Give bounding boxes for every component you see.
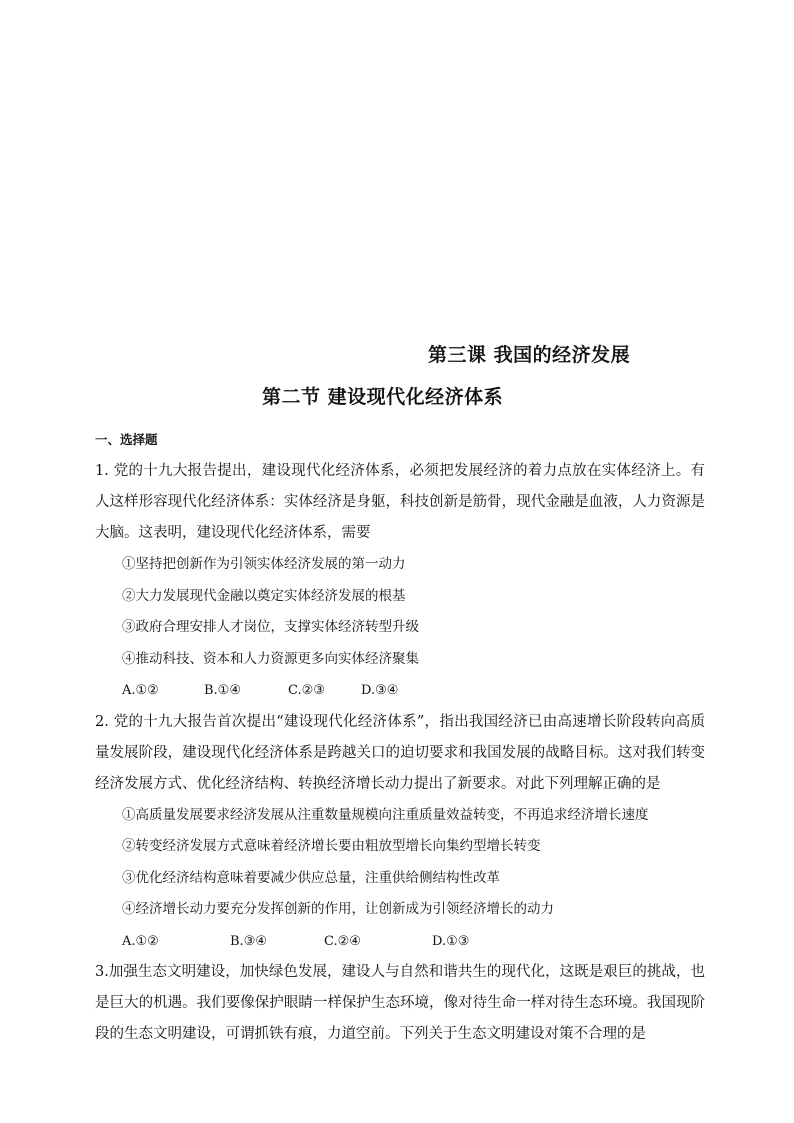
statement-option: ①高质量发展要求经济发展从注重数量规模向注重质量效益转变，不再追求经济增长速度	[122, 806, 649, 823]
lesson-title: 第三课 我国的经济发展	[428, 344, 631, 366]
statement-option: ③政府合理安排人才岗位，支撑实体经济转型升级	[122, 619, 419, 635]
answer-choice-d: D.③④	[361, 683, 399, 698]
answer-choice-a: A.①②	[122, 683, 159, 698]
question-stem: 1. 党的十九大报告提出，建设现代化经济体系，必须把发展经济的着力点放在实体经济上。有人这样形容现代化经济体系：实体经济是身躯，科技创新是筋骨，现代金融是血液，人力资源是大脑。这表明，建设现代化经济体系，需要	[95, 463, 705, 541]
answer-choice-d: D.①③	[432, 933, 470, 949]
answer-choice-a: A.①②	[122, 933, 159, 949]
statement-option: ③优化经济结构意味着要减少供应总量，注重供给侧结构性改革	[122, 869, 500, 886]
answer-choices	[122, 675, 705, 707]
answer-choices	[122, 926, 705, 958]
answer-choice-b: B.①④	[204, 683, 241, 698]
answer-choice-b: B.③④	[230, 933, 267, 949]
statement-option: ②转变经济发展方式意味着经济增长要由粗放型增长向集约型增长转变	[122, 838, 541, 854]
question-list	[95, 456, 705, 1050]
statement-option: ①坚持把创新作为引领实体经济发展的第一动力	[122, 556, 406, 572]
question-2	[95, 707, 705, 958]
section-title: 第二节 建设现代化经济体系	[262, 386, 504, 408]
answer-choice-c: C.②③	[288, 683, 325, 698]
part-heading: 一、选择题	[95, 432, 158, 447]
statement-option: ②大力发展现代金融以奠定实体经济发展的根基	[122, 587, 406, 604]
question-stem: 2. 党的十九大报告首次提出“建设现代化经济体系”，指出我国经济已由高速增长阶段转向高质量发展阶段，建设现代化经济体系是跨越关口的迫切要求和我国发展的战略目标。这对我们转变经济发展方式、优化经济结构、转换经济增长动力提出了新要求。对此下列理解正确的是	[95, 713, 705, 792]
question-stem: 3.加强生态文明建设，加快绿色发展，建设人与自然和谐共生的现代化，这既是艰巨的挑战，也是巨大的机遇。我们要像保护眼睛一样保护生态环境，像对待生命一样对待生态环境。我国现阶段的生态文明建设，可谓抓铁有痕，力道空前。下列关于生态文明建设对策不合理的是	[95, 964, 705, 1042]
answer-choice-c: C.②④	[324, 933, 361, 949]
statement-option: ④经济增长动力要充分发挥创新的作用，让创新成为引领经济增长的动力	[122, 901, 554, 917]
statement-option: ④推动科技、资本和人力资源更多向实体经济聚集	[122, 650, 419, 667]
question-3	[95, 957, 705, 1050]
question-1	[95, 456, 705, 707]
